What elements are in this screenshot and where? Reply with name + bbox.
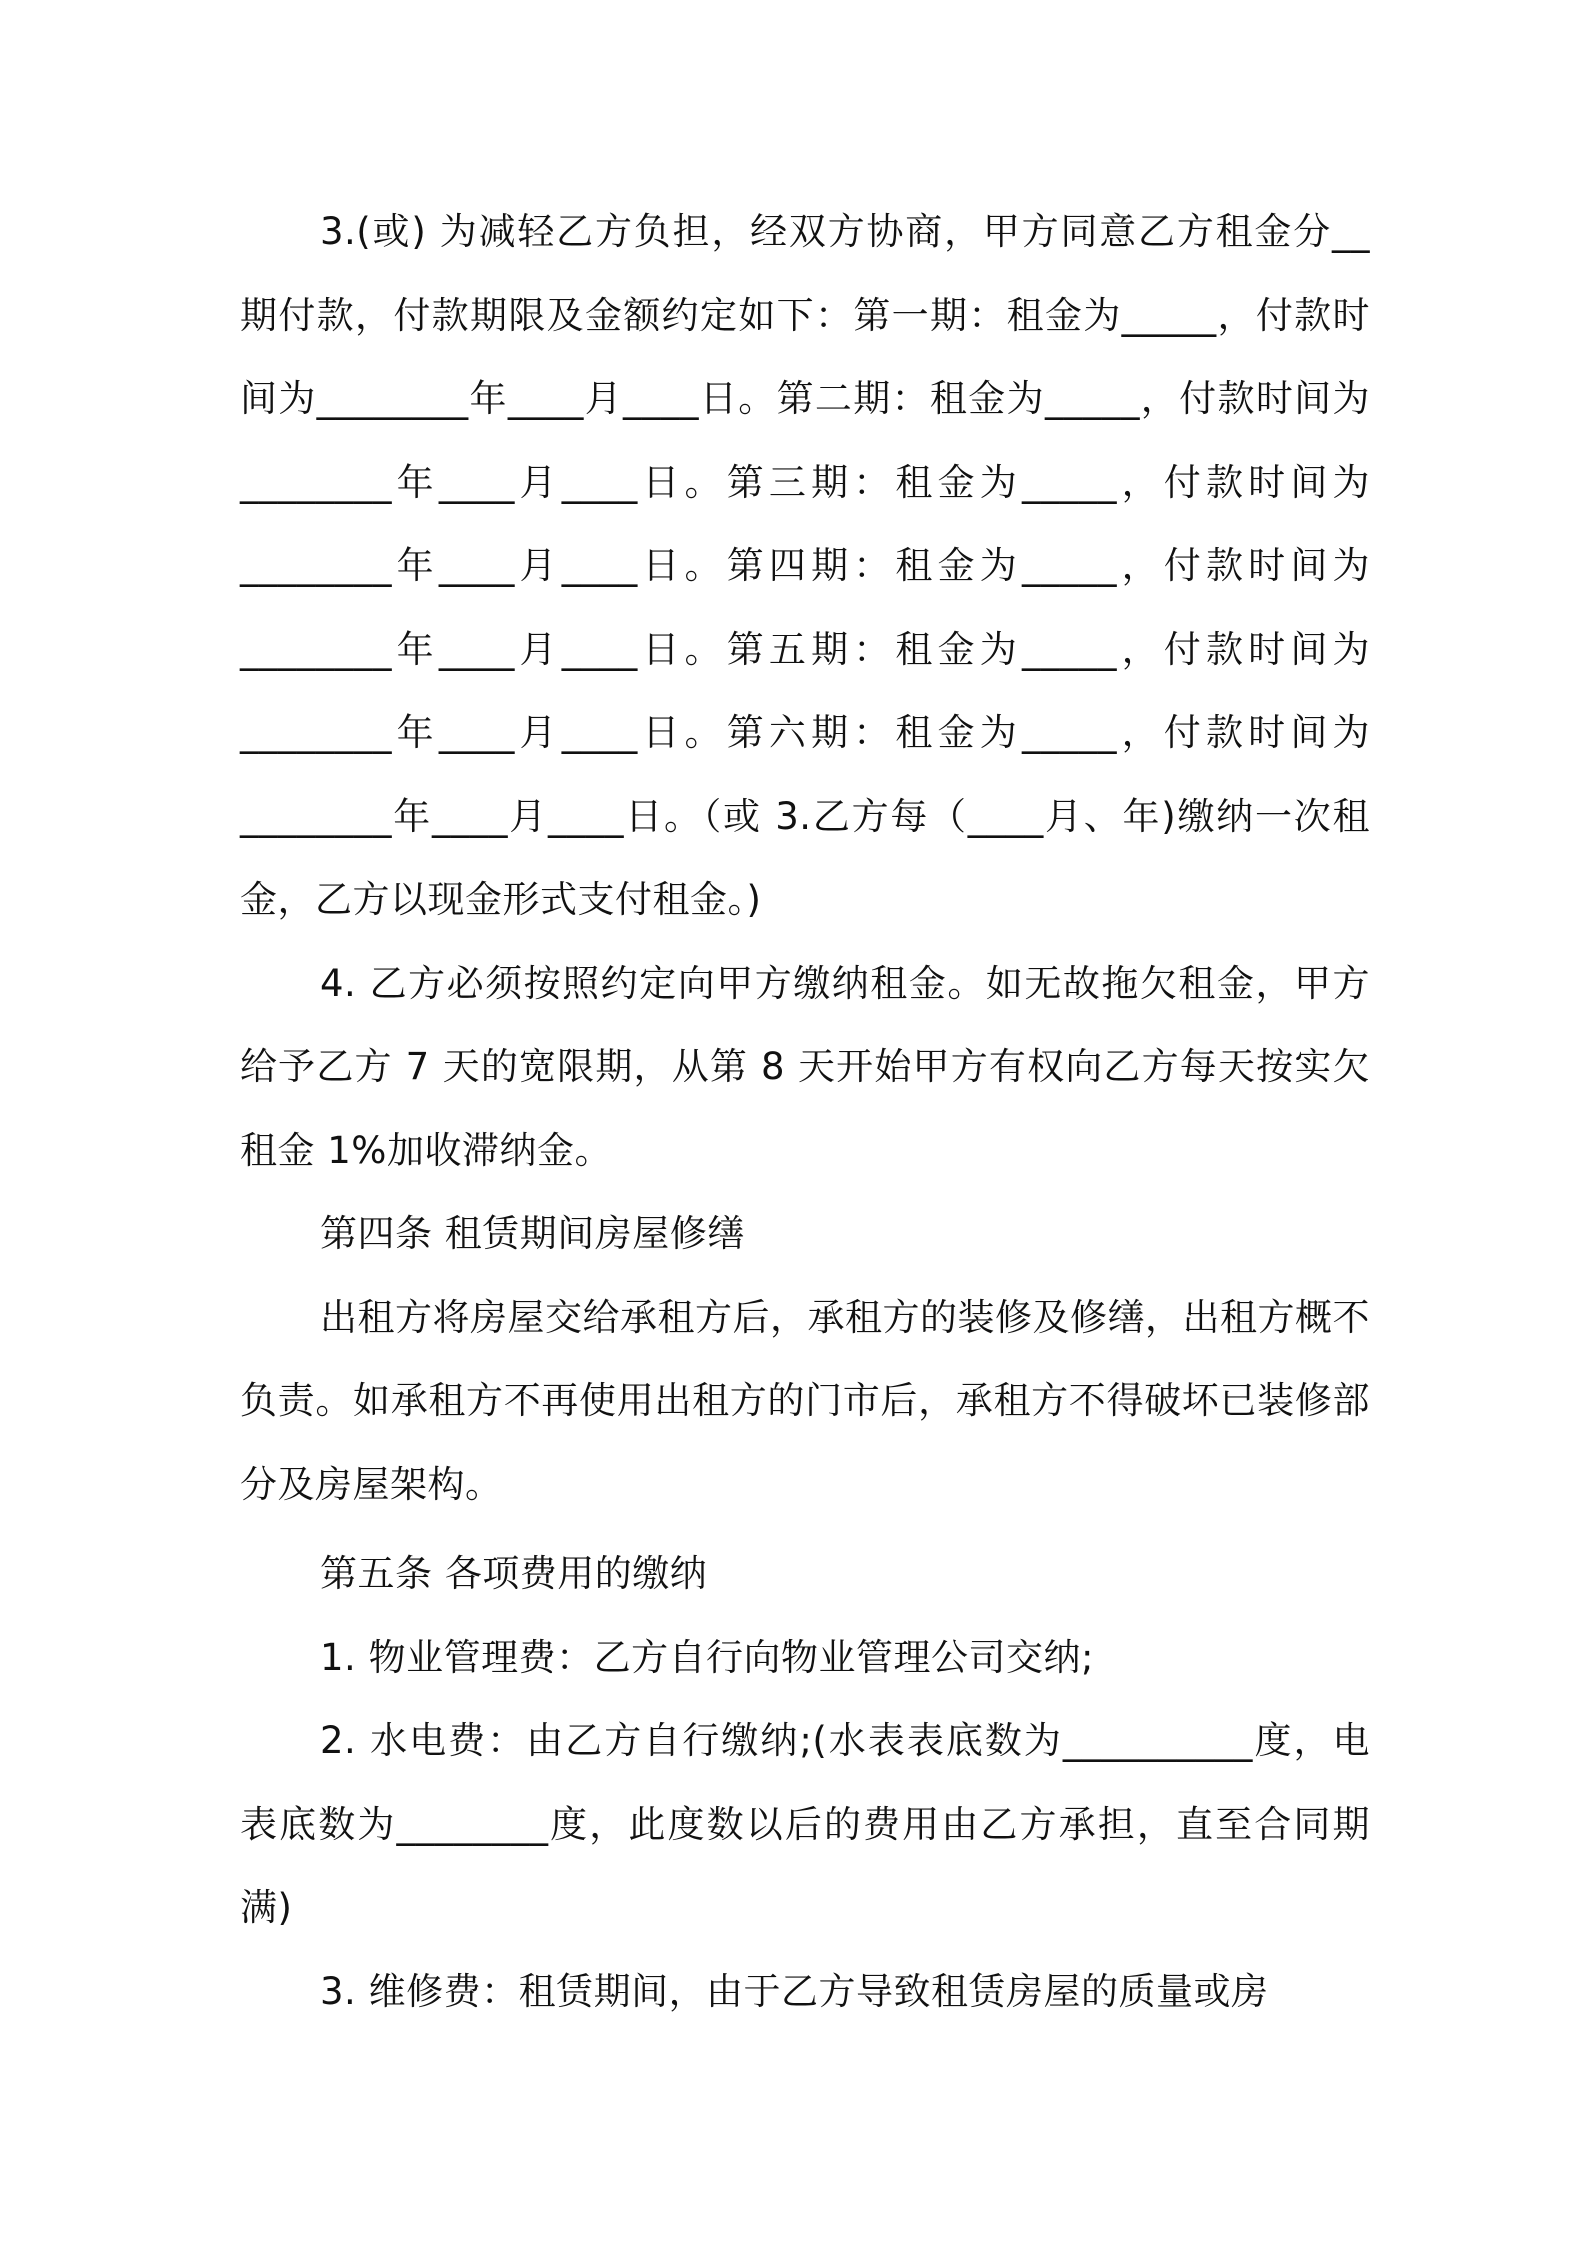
- article-5-heading: 第五条 各项费用的缴纳: [320, 1552, 708, 1595]
- repair-fee-paragraph: 3. 维修费：租赁期间，由于乙方导致租赁房屋的质量或房: [320, 1969, 1269, 2013]
- utility-fee-paragraph: 2. 水电费：由乙方自行缴纳;(水表表底数为__________度，电表底数为________度，此度数以后的费用由乙方承担，直至合同期满): [240, 1719, 1370, 1929]
- document-body: [240, 190, 1370, 2033]
- late-payment-paragraph: 4. 乙方必须按照约定向甲方缴纳租金。如无故拖欠租金，甲方给予乙方 7 天的宽限期，从第 8 天开始甲方有权向乙方每天按实欠租金 1%加收滞纳金。: [240, 961, 1370, 1172]
- article-4-heading: 第四条 租赁期间房屋修缮: [320, 1212, 745, 1255]
- payment-installments-paragraph: 3.(或) 为减轻乙方负担，经双方协商，甲方同意乙方租金分__期付款，付款期限及金额约定如下：第一期：租金为_____，付款时间为________年____月____日。第二期：租金为_____，付款时间为________年____月____日。第三期：租金为_____，付款时间为________年____月____日。第四期：租金为_____，付款时间为________年____月____日。第五期：租金为_____，付款时间为________年____月____日。第六期：租金为_____，付款时间为________年____月____日。（或 3.乙方每（____月、年)缴纳一次租金，乙方以现金形式支付租金。): [240, 210, 1370, 921]
- article-4-paragraph: 出租方将房屋交给承租方后，承租方的装修及修缮，出租方概不负责。如承租方不再使用出租方的门市后，承租方不得破坏已装修部分及房屋架构。: [240, 1295, 1370, 1506]
- property-fee-paragraph: 1. 物业管理费：乙方自行向物业管理公司交纳;: [320, 1635, 1095, 1679]
